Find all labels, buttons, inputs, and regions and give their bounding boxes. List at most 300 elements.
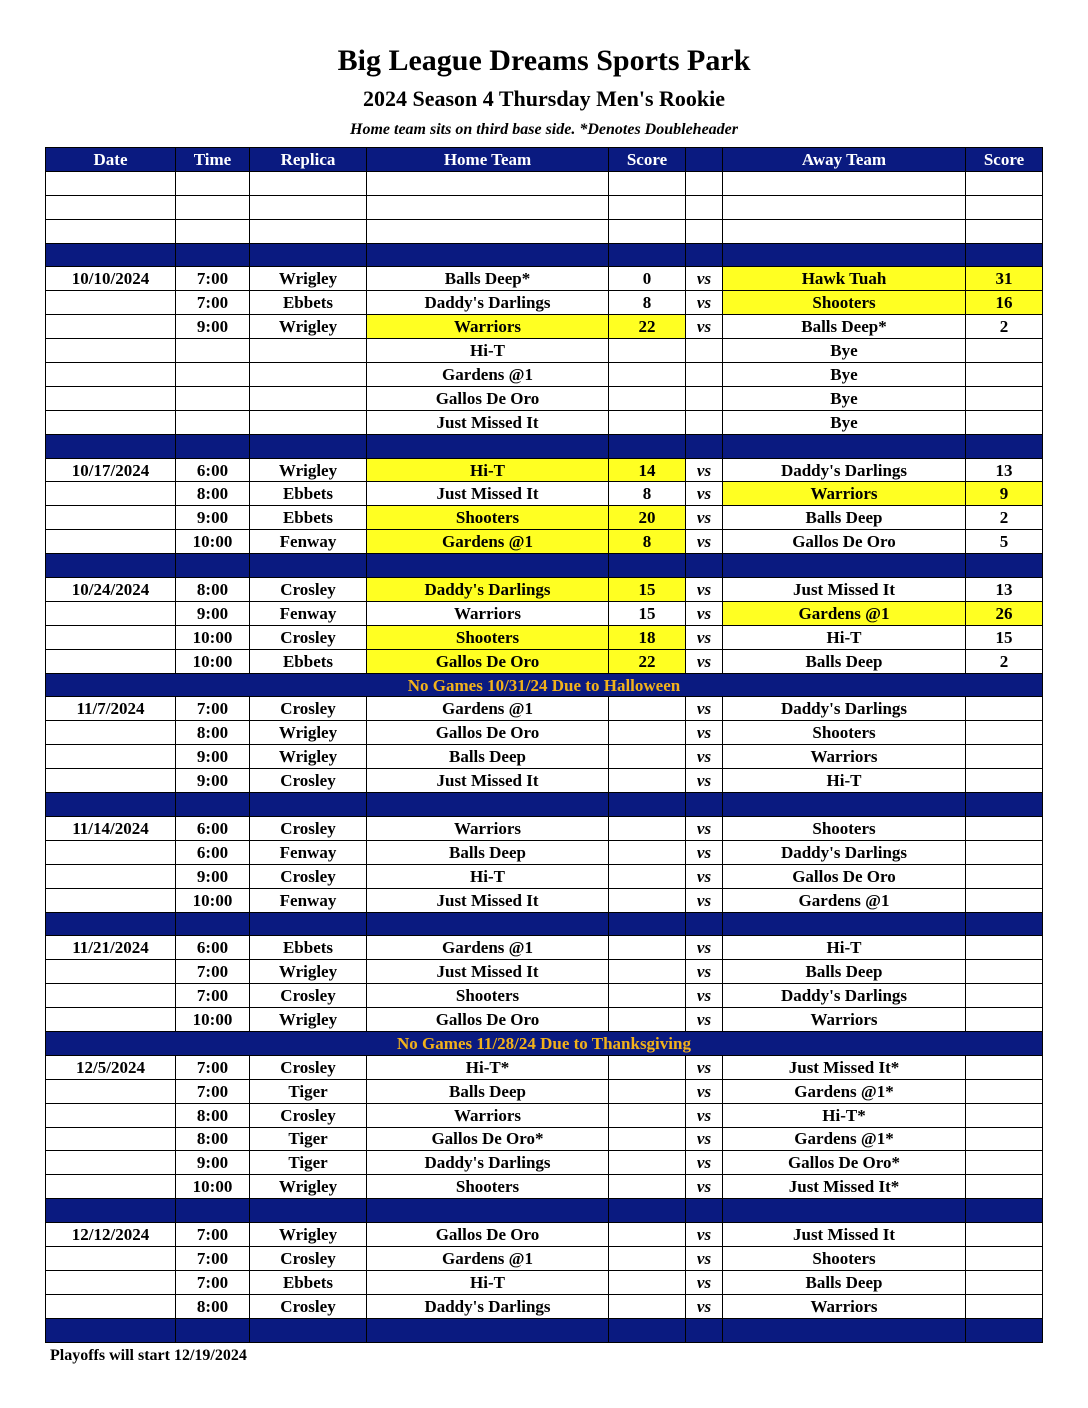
game-row [46, 745, 1043, 769]
separator-row [46, 793, 1043, 817]
away-team-cell: Shooters [723, 816, 966, 840]
notice-text: No Games 11/28/24 Due to Thanksgiving [46, 1031, 1043, 1055]
empty-cell [609, 554, 686, 578]
home-score-cell [609, 721, 686, 745]
home-team-cell: Daddy's Darlings [367, 291, 609, 315]
empty-cell [46, 912, 176, 936]
date-cell [46, 410, 176, 434]
col-header-replica: Replica [250, 148, 367, 172]
blank-row [46, 219, 1043, 243]
date-cell [46, 339, 176, 363]
col-header-vs [686, 148, 723, 172]
away-score-cell [966, 697, 1043, 721]
vs-cell: vs [686, 530, 723, 554]
empty-cell [176, 912, 250, 936]
empty-cell [176, 219, 250, 243]
home-team-cell: Just Missed It [367, 960, 609, 984]
empty-cell [46, 554, 176, 578]
playoffs-note: Playoffs will start 12/19/2024 [50, 1347, 247, 1364]
away-team-cell: Gallos De Oro [723, 864, 966, 888]
home-team-cell: Just Missed It [367, 410, 609, 434]
home-score-cell [609, 1151, 686, 1175]
date-cell [46, 721, 176, 745]
away-team-cell: Gardens @1* [723, 1079, 966, 1103]
replica-cell [250, 339, 367, 363]
game-row [46, 1055, 1043, 1079]
home-score-cell [609, 1127, 686, 1151]
empty-cell [46, 195, 176, 219]
empty-cell [367, 243, 609, 267]
home-team-cell: Balls Deep [367, 745, 609, 769]
date-cell [46, 1246, 176, 1270]
empty-cell [723, 195, 966, 219]
separator-row [46, 1318, 1043, 1342]
game-row [46, 315, 1043, 339]
empty-cell [966, 243, 1043, 267]
vs-cell: vs [686, 769, 723, 793]
away-score-cell [966, 936, 1043, 960]
home-score-cell [609, 840, 686, 864]
date-cell [46, 864, 176, 888]
time-cell: 9:00 [176, 315, 250, 339]
vs-cell: vs [686, 745, 723, 769]
date-cell [46, 386, 176, 410]
vs-cell [686, 410, 723, 434]
empty-cell [250, 554, 367, 578]
empty-cell [176, 554, 250, 578]
empty-cell [46, 793, 176, 817]
vs-cell: vs [686, 1246, 723, 1270]
date-cell: 12/5/2024 [46, 1055, 176, 1079]
game-row [46, 1294, 1043, 1318]
vs-cell: vs [686, 267, 723, 291]
time-cell [176, 339, 250, 363]
away-score-cell [966, 1055, 1043, 1079]
game-row [46, 840, 1043, 864]
home-score-cell [609, 386, 686, 410]
away-team-cell: Hi-T [723, 936, 966, 960]
replica-cell: Crosley [250, 697, 367, 721]
separator-row [46, 243, 1043, 267]
game-row [46, 578, 1043, 602]
home-team-cell: Gardens @1 [367, 363, 609, 387]
replica-cell: Wrigley [250, 1008, 367, 1032]
replica-cell: Ebbets [250, 936, 367, 960]
empty-cell [723, 912, 966, 936]
away-score-cell: 15 [966, 625, 1043, 649]
game-row [46, 1246, 1043, 1270]
home-team-cell: Balls Deep [367, 840, 609, 864]
replica-cell: Wrigley [250, 960, 367, 984]
time-cell: 7:00 [176, 697, 250, 721]
away-score-cell [966, 769, 1043, 793]
time-cell: 7:00 [176, 984, 250, 1008]
time-cell: 8:00 [176, 1294, 250, 1318]
date-cell [46, 984, 176, 1008]
away-team-cell: Gallos De Oro [723, 530, 966, 554]
date-cell [46, 530, 176, 554]
away-team-cell: Bye [723, 410, 966, 434]
time-cell: 9:00 [176, 769, 250, 793]
game-row [46, 1223, 1043, 1247]
home-team-cell: Gallos De Oro [367, 1008, 609, 1032]
time-cell [176, 386, 250, 410]
home-score-cell [609, 960, 686, 984]
time-cell: 8:00 [176, 1103, 250, 1127]
empty-cell [367, 912, 609, 936]
date-cell: 10/17/2024 [46, 458, 176, 482]
vs-cell: vs [686, 315, 723, 339]
away-score-cell [966, 1103, 1043, 1127]
notice-text: No Games 10/31/24 Due to Halloween [46, 673, 1043, 697]
date-cell: 12/12/2024 [46, 1223, 176, 1247]
away-score-cell [966, 339, 1043, 363]
game-row [46, 1270, 1043, 1294]
date-cell [46, 506, 176, 530]
vs-cell: vs [686, 1127, 723, 1151]
empty-cell [250, 219, 367, 243]
away-score-cell [966, 1246, 1043, 1270]
vs-cell: vs [686, 482, 723, 506]
time-cell: 6:00 [176, 458, 250, 482]
blank-row [46, 195, 1043, 219]
empty-cell [686, 171, 723, 195]
page-subtitle: 2024 Season 4 Thursday Men's Rookie [362, 86, 726, 111]
empty-cell [250, 195, 367, 219]
away-score-cell [966, 816, 1043, 840]
replica-cell: Tiger [250, 1151, 367, 1175]
empty-cell [367, 434, 609, 458]
empty-cell [609, 195, 686, 219]
vs-cell: vs [686, 458, 723, 482]
home-score-cell [609, 697, 686, 721]
home-score-cell: 8 [609, 530, 686, 554]
home-score-cell [609, 1055, 686, 1079]
away-team-cell: Shooters [723, 291, 966, 315]
time-cell: 7:00 [176, 291, 250, 315]
replica-cell: Crosley [250, 864, 367, 888]
replica-cell [250, 386, 367, 410]
empty-cell [250, 1199, 367, 1223]
date-cell [46, 1294, 176, 1318]
empty-cell [367, 219, 609, 243]
empty-cell [723, 171, 966, 195]
col-header-away-team: Away Team [723, 148, 966, 172]
game-row [46, 697, 1043, 721]
game-row [46, 339, 1043, 363]
replica-cell: Wrigley [250, 1223, 367, 1247]
empty-cell [966, 912, 1043, 936]
home-score-cell [609, 745, 686, 769]
away-score-cell [966, 1127, 1043, 1151]
time-cell: 10:00 [176, 1175, 250, 1199]
home-score-cell [609, 1294, 686, 1318]
date-cell [46, 315, 176, 339]
home-team-cell: Warriors [367, 1103, 609, 1127]
away-score-cell: 9 [966, 482, 1043, 506]
empty-cell [367, 171, 609, 195]
home-team-cell: Shooters [367, 984, 609, 1008]
vs-cell: vs [686, 1008, 723, 1032]
empty-cell [686, 1199, 723, 1223]
replica-cell: Wrigley [250, 458, 367, 482]
home-score-cell [609, 769, 686, 793]
time-cell: 9:00 [176, 506, 250, 530]
empty-cell [367, 1199, 609, 1223]
game-row [46, 601, 1043, 625]
home-team-cell: Gardens @1 [367, 530, 609, 554]
game-row [46, 769, 1043, 793]
home-score-cell: 22 [609, 315, 686, 339]
away-score-cell [966, 1008, 1043, 1032]
away-score-cell [966, 1270, 1043, 1294]
home-team-cell: Just Missed It [367, 769, 609, 793]
home-team-cell: Warriors [367, 601, 609, 625]
vs-cell: vs [686, 840, 723, 864]
empty-cell [176, 1318, 250, 1342]
notice-row [46, 673, 1043, 697]
away-team-cell: Warriors [723, 745, 966, 769]
home-score-cell [609, 816, 686, 840]
game-row [46, 386, 1043, 410]
game-row [46, 410, 1043, 434]
home-team-cell: Balls Deep [367, 1079, 609, 1103]
date-cell [46, 1103, 176, 1127]
vs-cell: vs [686, 1294, 723, 1318]
replica-cell: Tiger [250, 1079, 367, 1103]
time-cell: 10:00 [176, 530, 250, 554]
empty-cell [176, 434, 250, 458]
replica-cell: Fenway [250, 601, 367, 625]
empty-cell [46, 219, 176, 243]
date-cell [46, 625, 176, 649]
col-header-away-score: Score [966, 148, 1043, 172]
away-score-cell [966, 745, 1043, 769]
replica-cell: Crosley [250, 984, 367, 1008]
away-team-cell: Hawk Tuah [723, 267, 966, 291]
replica-cell: Wrigley [250, 721, 367, 745]
empty-cell [686, 434, 723, 458]
home-team-cell: Daddy's Darlings [367, 1151, 609, 1175]
empty-cell [966, 171, 1043, 195]
game-row [46, 1079, 1043, 1103]
col-header-time: Time [176, 148, 250, 172]
home-score-cell [609, 410, 686, 434]
game-row [46, 864, 1043, 888]
away-score-cell [966, 960, 1043, 984]
away-team-cell: Just Missed It [723, 578, 966, 602]
time-cell: 8:00 [176, 578, 250, 602]
home-team-cell: Hi-T [367, 1270, 609, 1294]
away-score-cell [966, 1175, 1043, 1199]
date-cell [46, 840, 176, 864]
empty-cell [176, 243, 250, 267]
time-cell: 9:00 [176, 745, 250, 769]
home-team-cell: Hi-T* [367, 1055, 609, 1079]
away-team-cell: Warriors [723, 1008, 966, 1032]
home-score-cell: 15 [609, 601, 686, 625]
away-team-cell: Gardens @1 [723, 888, 966, 912]
away-team-cell: Gardens @1 [723, 601, 966, 625]
game-row [46, 1127, 1043, 1151]
away-team-cell: Just Missed It* [723, 1055, 966, 1079]
empty-cell [250, 243, 367, 267]
empty-cell [46, 243, 176, 267]
home-team-cell: Gallos De Oro [367, 1223, 609, 1247]
game-row [46, 625, 1043, 649]
date-cell: 10/10/2024 [46, 267, 176, 291]
time-cell: 6:00 [176, 816, 250, 840]
vs-cell: vs [686, 864, 723, 888]
away-team-cell: Just Missed It [723, 1223, 966, 1247]
date-cell [46, 1008, 176, 1032]
empty-cell [723, 219, 966, 243]
time-cell: 7:00 [176, 1079, 250, 1103]
replica-cell: Wrigley [250, 267, 367, 291]
vs-cell: vs [686, 601, 723, 625]
col-header-home-score: Score [609, 148, 686, 172]
date-cell: 11/21/2024 [46, 936, 176, 960]
empty-cell [966, 1318, 1043, 1342]
empty-cell [176, 171, 250, 195]
date-cell [46, 960, 176, 984]
away-team-cell: Bye [723, 386, 966, 410]
empty-cell [686, 912, 723, 936]
away-team-cell: Bye [723, 339, 966, 363]
replica-cell: Ebbets [250, 482, 367, 506]
game-row [46, 649, 1043, 673]
replica-cell [250, 410, 367, 434]
vs-cell: vs [686, 1055, 723, 1079]
notice-row [46, 1031, 1043, 1055]
empty-cell [966, 1199, 1043, 1223]
date-cell [46, 1151, 176, 1175]
away-score-cell [966, 363, 1043, 387]
replica-cell: Fenway [250, 530, 367, 554]
home-score-cell: 8 [609, 482, 686, 506]
schedule-note: Home team sits on third base side. *Denotes Doubleheader [350, 121, 738, 138]
home-score-cell [609, 864, 686, 888]
home-score-cell [609, 888, 686, 912]
away-score-cell [966, 386, 1043, 410]
date-cell [46, 482, 176, 506]
home-team-cell: Gallos De Oro [367, 386, 609, 410]
empty-cell [367, 793, 609, 817]
empty-cell [966, 219, 1043, 243]
replica-cell: Wrigley [250, 1175, 367, 1199]
replica-cell: Crosley [250, 1294, 367, 1318]
game-row [46, 1103, 1043, 1127]
replica-cell: Tiger [250, 1127, 367, 1151]
time-cell: 7:00 [176, 267, 250, 291]
replica-cell: Crosley [250, 816, 367, 840]
home-score-cell [609, 363, 686, 387]
empty-cell [176, 195, 250, 219]
vs-cell: vs [686, 506, 723, 530]
time-cell: 8:00 [176, 1127, 250, 1151]
empty-cell [609, 243, 686, 267]
empty-cell [723, 554, 966, 578]
away-team-cell: Balls Deep [723, 649, 966, 673]
home-team-cell: Warriors [367, 315, 609, 339]
time-cell: 8:00 [176, 721, 250, 745]
vs-cell: vs [686, 888, 723, 912]
away-team-cell: Shooters [723, 1246, 966, 1270]
time-cell: 9:00 [176, 1151, 250, 1175]
empty-cell [46, 171, 176, 195]
game-row [46, 482, 1043, 506]
empty-cell [367, 195, 609, 219]
away-score-cell [966, 410, 1043, 434]
date-cell [46, 888, 176, 912]
away-score-cell [966, 864, 1043, 888]
away-team-cell: Daddy's Darlings [723, 984, 966, 1008]
game-row [46, 984, 1043, 1008]
home-score-cell [609, 1103, 686, 1127]
away-team-cell: Hi-T [723, 769, 966, 793]
vs-cell [686, 339, 723, 363]
home-team-cell: Gallos De Oro* [367, 1127, 609, 1151]
empty-cell [46, 1318, 176, 1342]
replica-cell: Crosley [250, 625, 367, 649]
replica-cell: Crosley [250, 1246, 367, 1270]
time-cell: 10:00 [176, 625, 250, 649]
away-team-cell: Just Missed It* [723, 1175, 966, 1199]
home-score-cell [609, 1270, 686, 1294]
empty-cell [250, 793, 367, 817]
empty-cell [686, 793, 723, 817]
away-score-cell [966, 1079, 1043, 1103]
empty-cell [686, 1318, 723, 1342]
empty-cell [686, 554, 723, 578]
date-cell [46, 1270, 176, 1294]
empty-cell [609, 434, 686, 458]
date-cell [46, 769, 176, 793]
away-score-cell [966, 888, 1043, 912]
game-row [46, 816, 1043, 840]
home-score-cell: 18 [609, 625, 686, 649]
empty-cell [966, 434, 1043, 458]
empty-cell [686, 195, 723, 219]
away-score-cell [966, 721, 1043, 745]
home-score-cell [609, 984, 686, 1008]
vs-cell: vs [686, 625, 723, 649]
home-team-cell: Gardens @1 [367, 936, 609, 960]
empty-cell [609, 793, 686, 817]
date-cell: 10/24/2024 [46, 578, 176, 602]
date-cell [46, 745, 176, 769]
vs-cell: vs [686, 1223, 723, 1247]
game-row [46, 530, 1043, 554]
replica-cell [250, 363, 367, 387]
away-score-cell: 26 [966, 601, 1043, 625]
away-team-cell: Balls Deep* [723, 315, 966, 339]
away-score-cell: 13 [966, 578, 1043, 602]
game-row [46, 960, 1043, 984]
away-team-cell: Balls Deep [723, 1270, 966, 1294]
replica-cell: Ebbets [250, 291, 367, 315]
date-cell [46, 1175, 176, 1199]
time-cell: 6:00 [176, 840, 250, 864]
away-score-cell: 2 [966, 315, 1043, 339]
date-cell: 11/14/2024 [46, 816, 176, 840]
empty-cell [250, 912, 367, 936]
date-cell [46, 291, 176, 315]
date-cell [46, 363, 176, 387]
replica-cell: Crosley [250, 1103, 367, 1127]
time-cell: 7:00 [176, 1055, 250, 1079]
replica-cell: Ebbets [250, 1270, 367, 1294]
